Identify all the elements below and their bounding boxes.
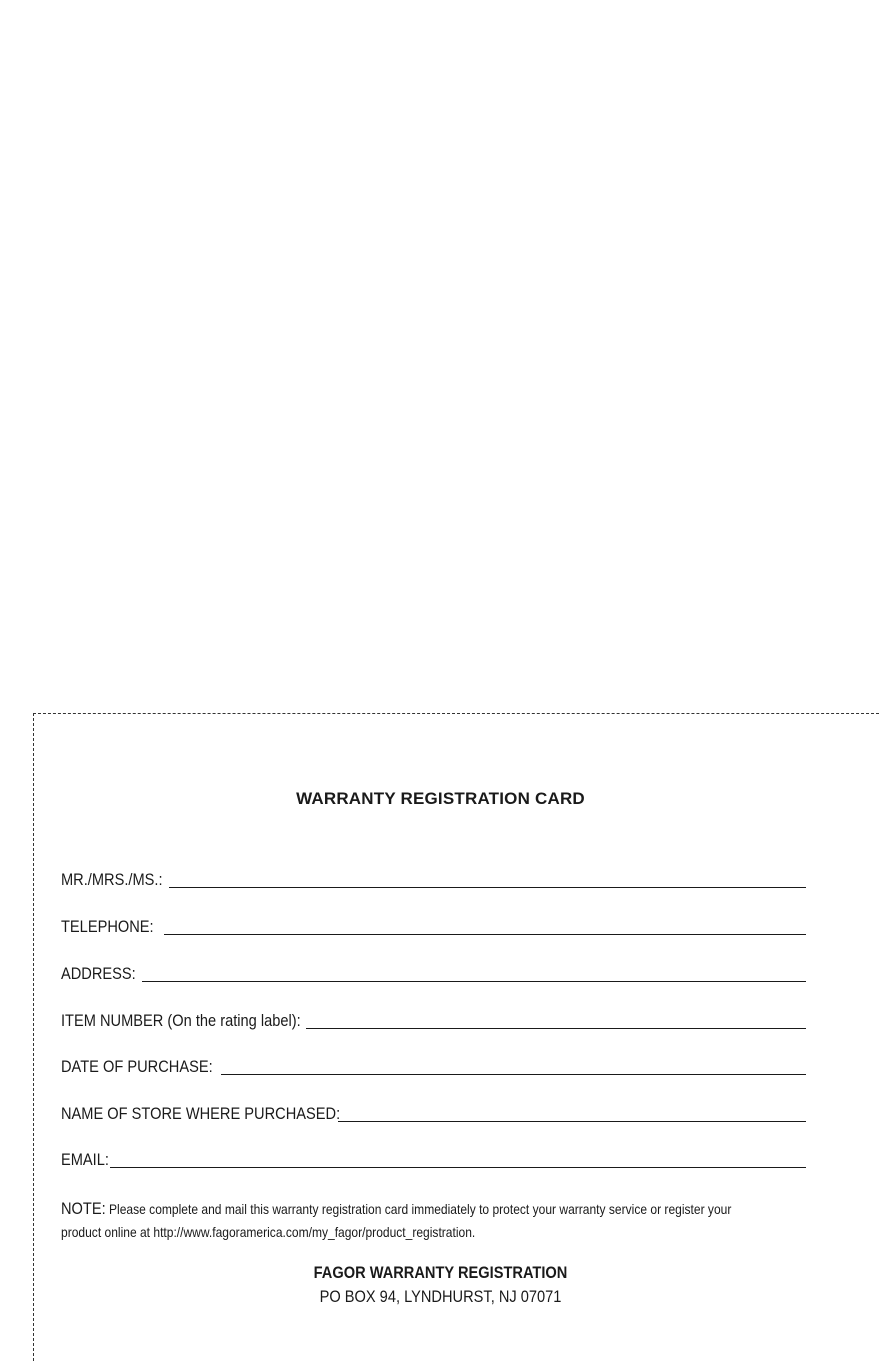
note-label: NOTE: [61,1199,106,1218]
address-field-label: ADDRESS: [61,964,136,983]
item-number-field[interactable] [61,1005,806,1031]
date-of-purchase-field[interactable] [61,1051,806,1077]
mailing-name: FAGOR WARRANTY REGISTRATION [313,1263,568,1282]
telephone-field-label: TELEPHONE: [61,917,154,936]
item-number-field-label: ITEM NUMBER (On the rating label): [61,1011,301,1030]
telephone-field-line[interactable] [164,934,806,935]
store-name-field-line[interactable] [338,1121,806,1122]
note-paragraph [61,1197,732,1244]
item-number-field-line[interactable] [306,1028,806,1029]
date-of-purchase-field-line[interactable] [221,1074,806,1075]
date-of-purchase-field-label: DATE OF PURCHASE: [61,1057,213,1076]
email-field[interactable] [61,1144,806,1170]
note-text: Please complete and mail this warranty registration card immediately to protect your warranty service or register your product online at http://www.fagoramerica.com/my_fagor/product_registration. [61,1201,732,1240]
cut-line-top [33,713,879,714]
name-field-label: MR./MRS./MS.: [61,870,163,889]
email-field-line[interactable] [110,1167,806,1168]
store-name-field[interactable] [61,1098,806,1124]
name-field[interactable] [61,864,806,890]
cut-line-left [33,713,34,1361]
address-field-line[interactable] [142,981,806,982]
email-field-label: EMAIL: [61,1150,109,1169]
name-field-line[interactable] [169,887,806,888]
card-title: WARRANTY REGISTRATION CARD [296,789,585,808]
store-name-field-label: NAME OF STORE WHERE PURCHASED: [61,1104,341,1123]
telephone-field[interactable] [61,911,806,937]
address-field[interactable] [61,958,806,984]
mailing-address: PO BOX 94, LYNDHURST, NJ 07071 [319,1287,562,1306]
